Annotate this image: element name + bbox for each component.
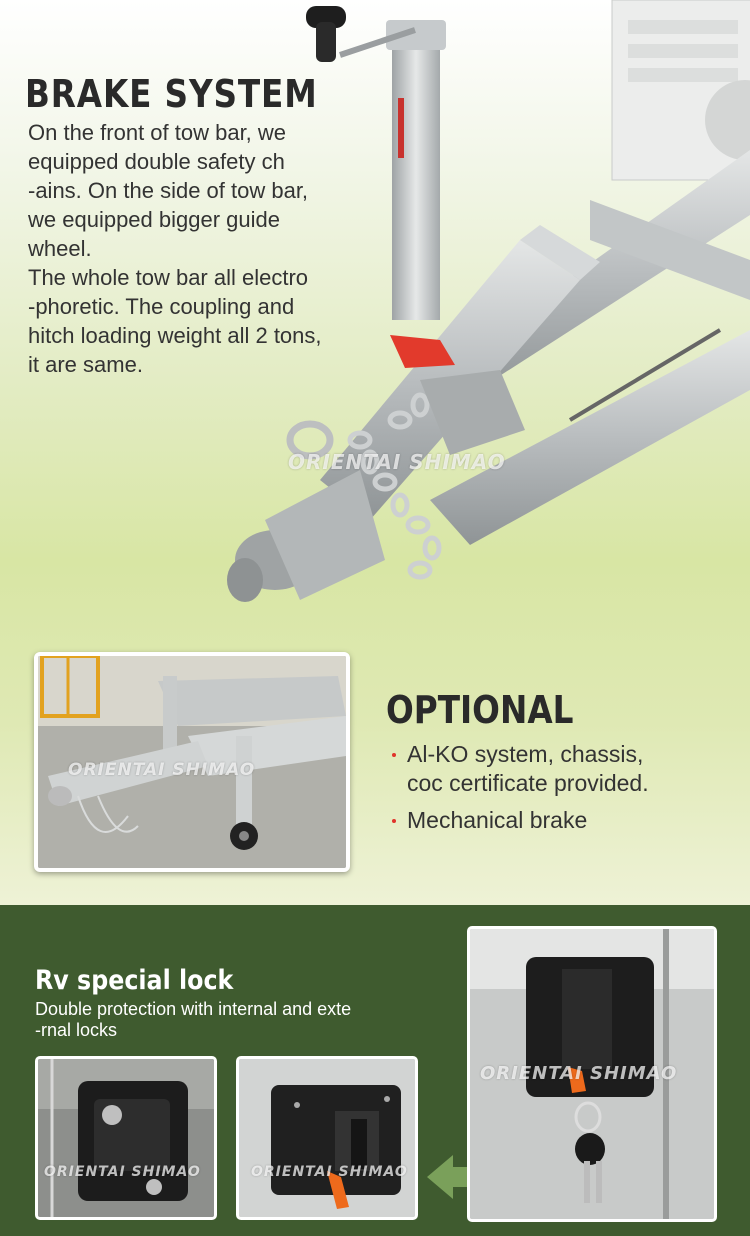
lock-external-photo <box>35 1056 217 1220</box>
watermark-top: ORIENTAI SHIMAO <box>288 450 506 474</box>
watermark-lock-3: ORIENTAI SHIMAO <box>480 1063 678 1084</box>
rv-lock-title: Rv special lock <box>35 965 234 996</box>
watermark-lock-2: ORIENTAI SHIMAO <box>251 1164 408 1180</box>
brake-system-description: On the front of tow bar, we equipped double safety ch -ains. On the side of tow bar, we equipped bigger guide wheel. The whole tow bar all electro -phoretic. The coupling and hitch loading weight all 2 tons, it are same. <box>28 120 322 377</box>
bullet-icon <box>392 753 396 757</box>
optional-item-text: Mechanical brake <box>407 807 588 833</box>
brake-system-title: BRAKE SYSTEM <box>25 72 318 116</box>
optional-item-text: Al-KO system, chassis, coc certificate provided. <box>407 741 649 796</box>
bullet-icon <box>392 819 396 823</box>
lock-internal-photo <box>236 1056 418 1220</box>
lock-keys-photo <box>467 926 717 1222</box>
watermark-optional: ORIENTAI SHIMAO <box>68 760 256 780</box>
rv-lock-section <box>0 905 750 1236</box>
optional-list <box>390 740 730 843</box>
optional-chassis-photo <box>34 652 350 872</box>
rv-lock-description: Double protection with internal and exte -rnal locks <box>35 999 352 1040</box>
optional-item <box>390 806 730 835</box>
optional-title: OPTIONAL <box>386 688 574 732</box>
watermark-lock-1: ORIENTAI SHIMAO <box>44 1164 201 1180</box>
optional-item <box>390 740 730 798</box>
